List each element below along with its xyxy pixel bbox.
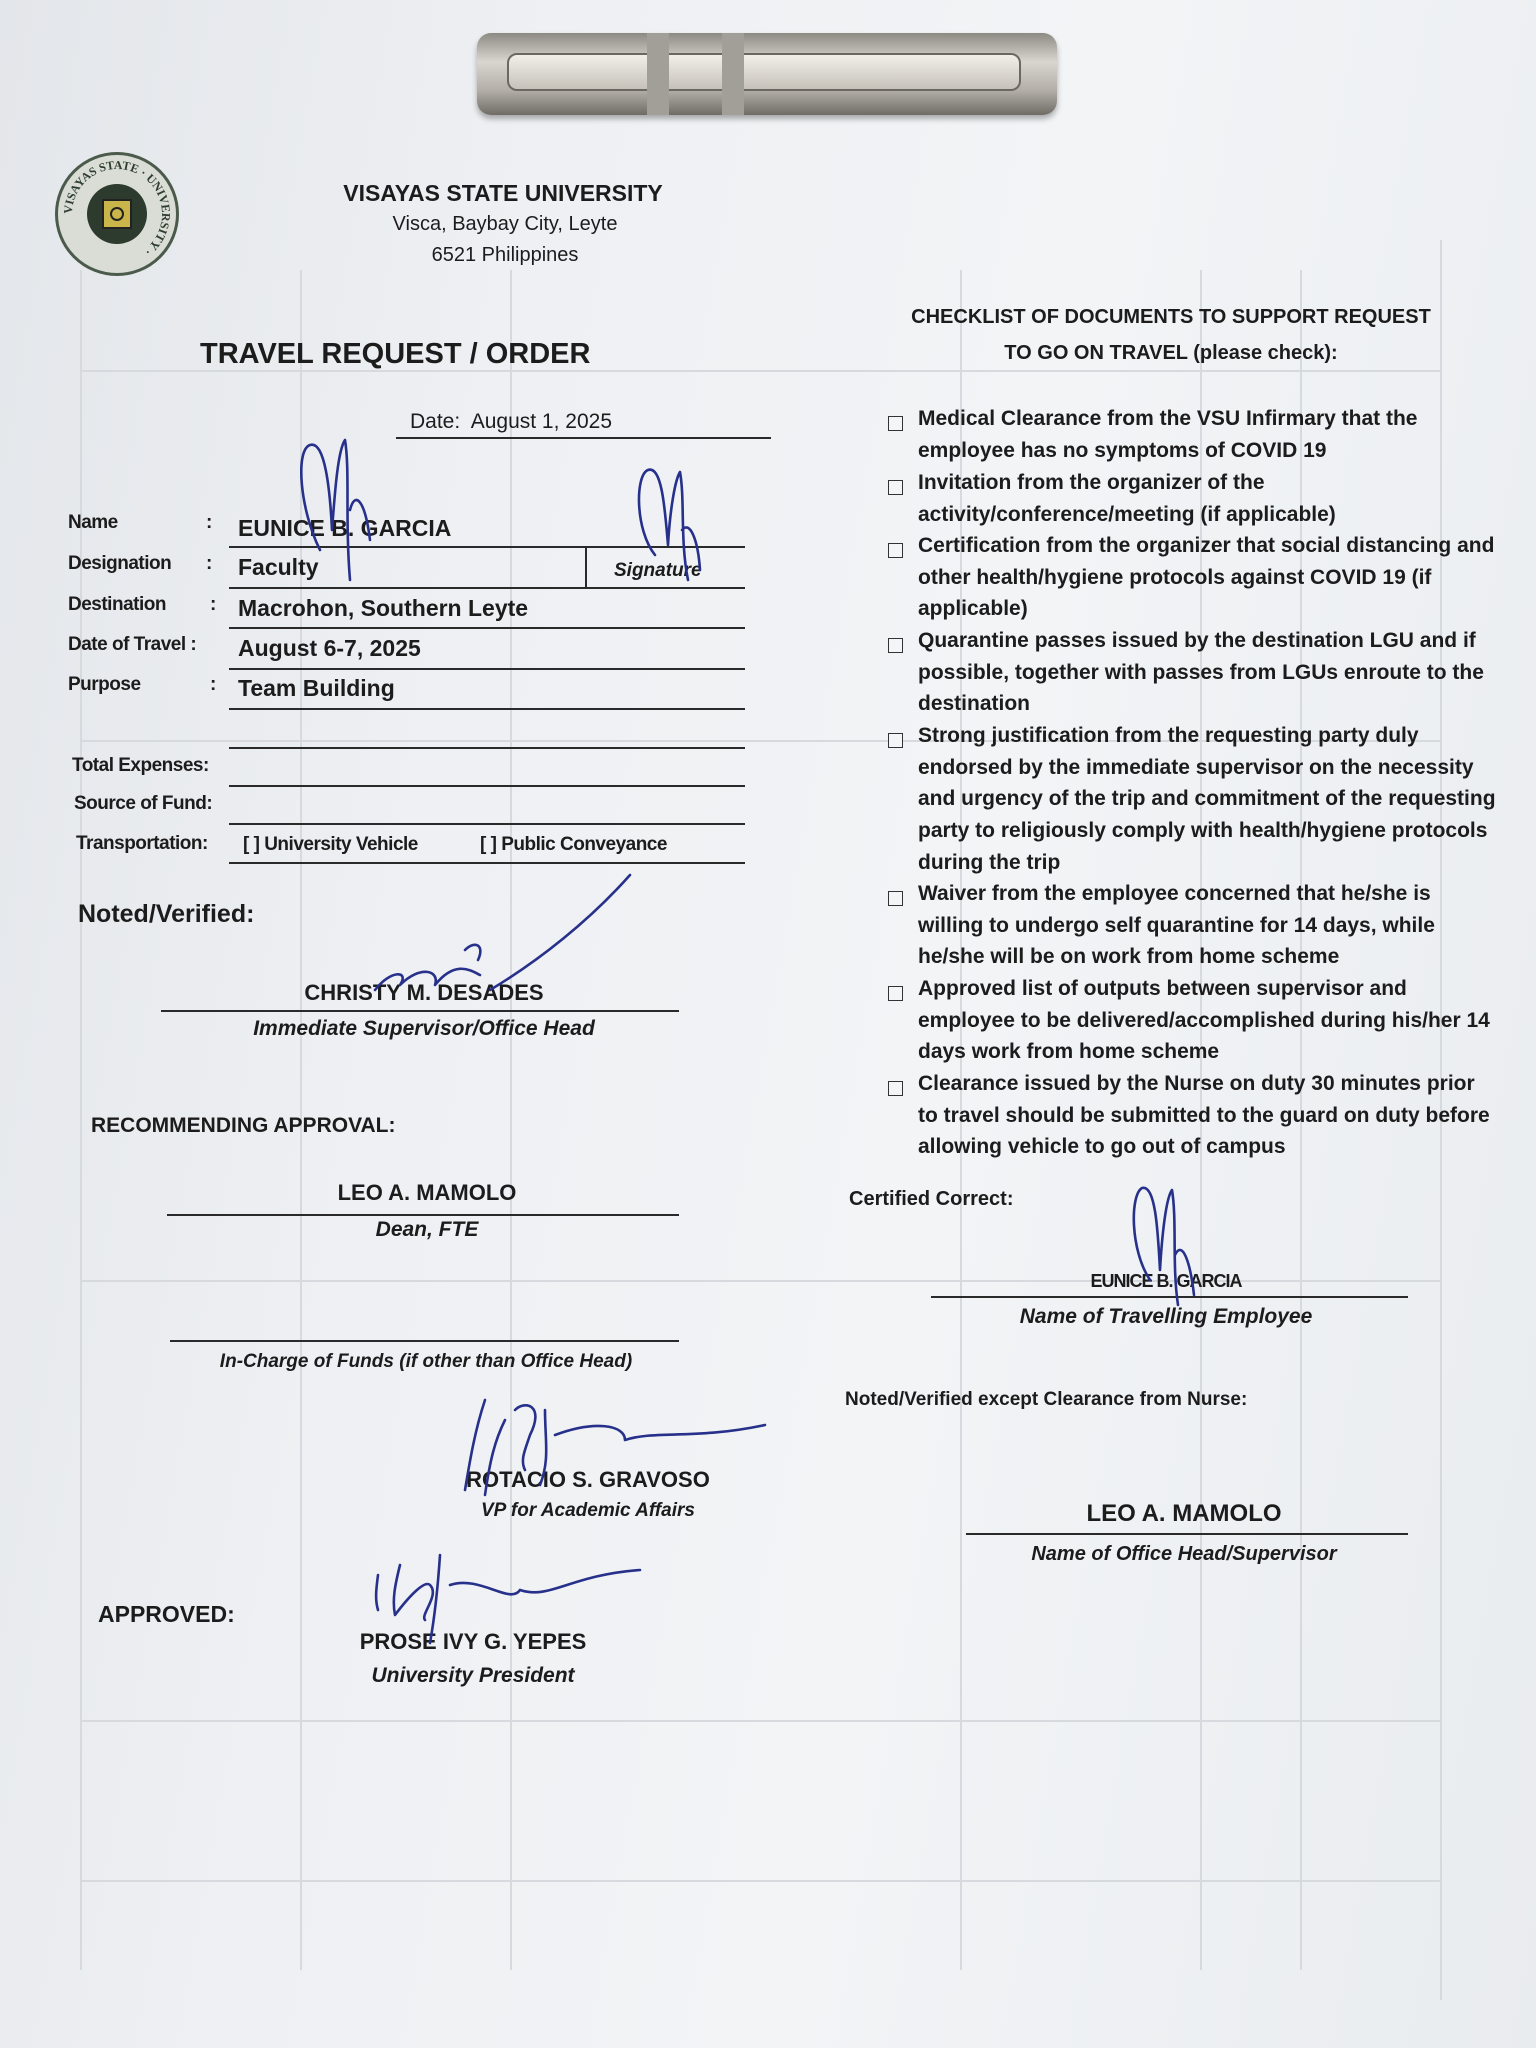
- supervisor-title: Immediate Supervisor/Office Head: [253, 1017, 595, 1040]
- transport-option-public-conveyance[interactable]: [ ] Public Conveyance: [480, 834, 667, 855]
- signature-label: Signature: [614, 560, 702, 581]
- source-of-fund-field[interactable]: [229, 823, 745, 825]
- employee-signature-left: [290, 430, 400, 590]
- supervisor-signature: [360, 870, 640, 1020]
- checklist-item: Certification from the organizer that social distancing and other health/hygiene protocols against COVID 19 (if applicable): [918, 534, 1495, 621]
- approved-label: APPROVED:: [98, 1601, 235, 1627]
- purpose-value[interactable]: Team Building: [238, 675, 395, 701]
- supervisor-name: CHRISTY M. DESADES: [304, 980, 544, 1005]
- colon: :: [210, 594, 216, 615]
- vp-signature: [455, 1380, 775, 1500]
- dean-title: Dean, FTE: [375, 1218, 479, 1241]
- checklist-item: Medical Clearance from the VSU Infirmary that the employee has no symptoms of COVID 19: [918, 407, 1418, 462]
- colon: :: [210, 674, 216, 695]
- checkbox[interactable]: [888, 543, 903, 558]
- checkbox[interactable]: [888, 480, 903, 495]
- name-label: Name: [68, 512, 118, 533]
- employee-signature-certified: [1120, 1180, 1210, 1310]
- checklist-item: Quarantine passes issued by the destination LGU and if possible, together with passes from LGUs enroute to the destination: [918, 629, 1484, 716]
- date-label: Date:: [410, 410, 461, 433]
- office-head-title: Name of Office Head/Supervisor: [1031, 1543, 1337, 1565]
- address-line-1: Visca, Baybay City, Leyte: [392, 213, 618, 235]
- checklist-item: Strong justification from the requesting party duly endorsed by the immediate supervisor on the necessity and urgency of the trip and commitment of the requesting party to religiously comply with health/hygiene protocols during the trip: [918, 724, 1496, 874]
- university-seal-logo: [55, 152, 179, 276]
- checkbox[interactable]: [888, 1081, 903, 1096]
- logo-text: VISAYAS STATE · UNIVERSITY ·: [60, 157, 174, 259]
- employee-title: Name of Travelling Employee: [1019, 1305, 1313, 1328]
- total-expenses-field[interactable]: [229, 785, 745, 787]
- recommending-approval-label: RECOMMENDING APPROVAL:: [91, 1114, 396, 1137]
- president-signature: [370, 1545, 660, 1645]
- colon: :: [206, 512, 212, 533]
- noted-verified-label: Noted/Verified:: [78, 900, 255, 928]
- vp-title: VP for Academic Affairs: [480, 1500, 696, 1521]
- office-head-name: LEO A. MAMOLO: [1086, 1500, 1282, 1527]
- destination-value[interactable]: Macrohon, Southern Leyte: [238, 595, 529, 621]
- date-of-travel-value[interactable]: August 6-7, 2025: [238, 635, 421, 661]
- designation-value[interactable]: Faculty: [238, 554, 319, 580]
- transportation-label: Transportation:: [76, 833, 208, 854]
- form-title: TRAVEL REQUEST / ORDER: [200, 338, 591, 370]
- checkbox[interactable]: [888, 733, 903, 748]
- employee-signature-right: [630, 460, 710, 590]
- total-expenses-label: Total Expenses:: [72, 755, 209, 776]
- designation-label: Designation: [68, 553, 172, 574]
- purpose-label: Purpose: [68, 674, 141, 695]
- in-charge-of-funds-title: In-Charge of Funds (if other than Office Head): [219, 1351, 633, 1372]
- president-title: University President: [371, 1664, 575, 1687]
- transport-option-university-vehicle[interactable]: [ ] University Vehicle: [243, 834, 418, 855]
- checklist-item: Invitation from the organizer of the activity/conference/meeting (if applicable): [918, 471, 1336, 526]
- checkbox[interactable]: [888, 638, 903, 653]
- date-value: August 1, 2025: [470, 410, 612, 433]
- university-name: VISAYAS STATE UNIVERSITY: [343, 180, 663, 206]
- noted-except-nurse-label: Noted/Verified except Clearance from Nurse:: [845, 1389, 1248, 1410]
- destination-label: Destination: [68, 594, 166, 615]
- checklist-item: Waiver from the employee concerned that he/she is willing to undergo self quarantine for 14 days, while he/she will be on work from home scheme: [918, 882, 1435, 969]
- vp-name: ROTACIO S. GRAVOSO: [466, 1467, 710, 1492]
- checklist-heading-1: CHECKLIST OF DOCUMENTS TO SUPPORT REQUEST: [911, 306, 1431, 328]
- date-of-travel-label: Date of Travel :: [68, 634, 197, 655]
- checklist-item: Clearance issued by the Nurse on duty 30 minutes prior to travel should be submitted to the guard on duty before allowing vehicle to go out of campus: [918, 1072, 1490, 1159]
- president-name: PROSE IVY G. YEPES: [359, 1629, 587, 1654]
- address-line-2: 6521 Philippines: [431, 244, 579, 266]
- dean-name: LEO A. MAMOLO: [337, 1180, 517, 1205]
- employee-name: EUNICE B. GARCIA: [1090, 1271, 1242, 1291]
- certified-correct-label: Certified Correct:: [849, 1188, 1014, 1210]
- checklist-heading-2: TO GO ON TRAVEL (please check):: [1004, 342, 1338, 364]
- date-field: [410, 410, 612, 434]
- paper-clip: [477, 33, 1057, 115]
- checkbox[interactable]: [888, 416, 903, 431]
- source-of-fund-label: Source of Fund:: [74, 793, 213, 814]
- name-value[interactable]: EUNICE B. GARCIA: [238, 515, 452, 541]
- checklist-item: Approved list of outputs between supervisor and employee to be delivered/accomplished during his/her 14 days work from home scheme: [918, 977, 1490, 1064]
- checkbox[interactable]: [888, 986, 903, 1001]
- colon: :: [206, 553, 212, 574]
- checkbox[interactable]: [888, 891, 903, 906]
